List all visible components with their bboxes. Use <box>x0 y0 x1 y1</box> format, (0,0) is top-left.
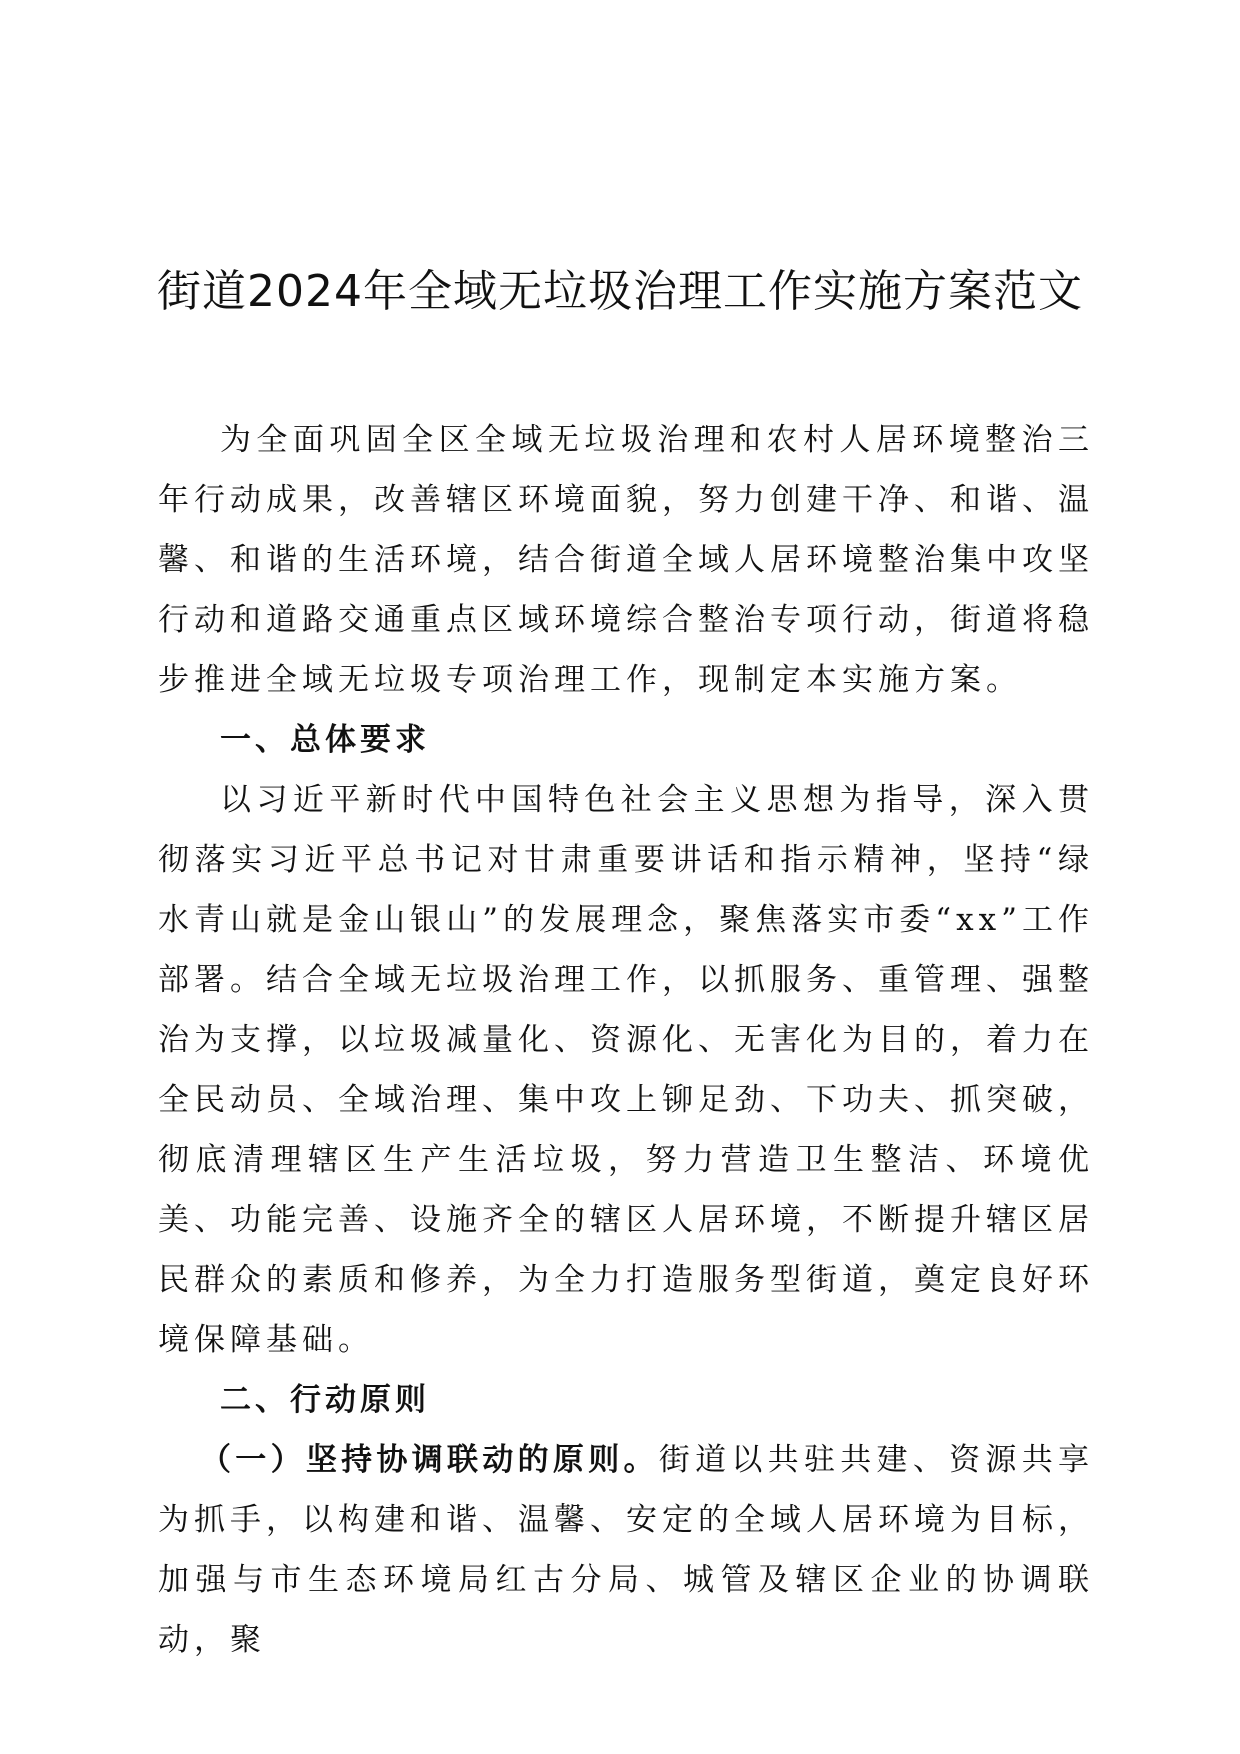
principle-one-body: 街道以共驻共建、资源共享为抓手，以构建和谐、温馨、安定的全域人居环境为目标，加强与市生态环境局红古分局、城管及辖区企业的协调联动，聚 <box>158 1442 1095 1658</box>
principle-one-paragraph <box>158 1430 1094 1670</box>
principle-one-lead: （一）坚持协调联动的原则。 <box>200 1442 659 1478</box>
document-body <box>158 410 1094 1670</box>
intro-paragraph: 为全面巩固全区全域无垃圾治理和农村人居环境整治三年行动成果，改善辖区环境面貌，努力创建干净、和谐、温馨、和谐的生活环境，结合街道全域人居环境整治集中攻坚行动和道路交通重点区域环境综合整治专项行动，街道将稳步推进全域无垃圾专项治理工作，现制定本实施方案。 <box>158 422 1094 698</box>
document-title: 街道2024年全域无垃圾治理工作实施方案范文 <box>157 266 1083 317</box>
section-heading-action-principles: 二、行动原则 <box>220 1382 430 1418</box>
section-heading-general-requirements: 一、总体要求 <box>220 722 430 758</box>
general-requirements-paragraph: 以习近平新时代中国特色社会主义思想为指导，深入贯彻落实习近平总书记对甘肃重要讲话和指示精神，坚持“绿水青山就是金山银山”的发展理念，聚焦落实市委“xx”工作部署。结合全域无垃圾治理工作，以抓服务、重管理、强整治为支撑，以垃圾减量化、资源化、无害化为目的，着力在全民动员、全域治理、集中攻上铆足劲、下功夫、抓突破，彻底清理辖区生产生活垃圾，努力营造卫生整洁、环境优美、功能完善、设施齐全的辖区人居环境，不断提升辖区居民群众的素质和修养，为全力打造服务型街道，奠定良好环境保障基础。 <box>158 782 1094 1358</box>
